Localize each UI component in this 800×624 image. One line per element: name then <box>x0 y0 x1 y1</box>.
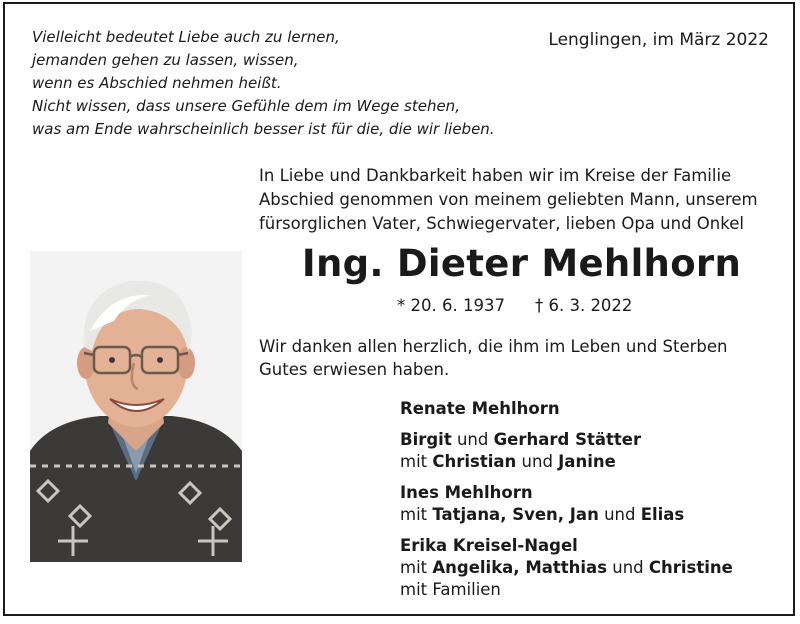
intro-line: In Liebe und Dankbarkeit haben wir im Kreise der Familie <box>259 166 732 185</box>
family-line <box>400 451 780 473</box>
life-dates <box>397 296 632 315</box>
birth-date: * 20. 6. 1937 <box>397 296 505 315</box>
thanks-line: Wir danken allen herzlich, die ihm im Leben und Sterben <box>259 337 728 356</box>
poem <box>32 26 532 141</box>
portrait-illustration <box>30 251 242 562</box>
family-line <box>400 504 780 526</box>
family-group <box>400 429 780 473</box>
family-member: Christine <box>648 558 733 577</box>
family-member: Ines Mehlhorn <box>400 483 533 502</box>
connector-text: und <box>607 558 649 577</box>
connector-text: und <box>451 430 494 449</box>
family-member: Elias <box>640 505 685 524</box>
connector-text: und <box>516 452 559 471</box>
poem-line: wenn es Abschied nehmen heißt. <box>32 74 282 92</box>
family-line: mit Familien <box>400 580 501 599</box>
connector-text: mit <box>400 452 433 471</box>
poem-line: Nicht wissen, dass unsere Gefühle dem im Wege stehen, <box>32 97 460 115</box>
thanks-text <box>259 335 784 381</box>
family-member: Tatjana, Sven, Jan <box>432 505 599 524</box>
connector-text: mit <box>400 505 433 524</box>
place-date: Lenglingen, im März 2022 <box>548 30 769 50</box>
family-member: Gerhard Stätter <box>493 430 642 449</box>
family-group <box>400 398 780 420</box>
intro-line: fürsorglichen Vater, Schwiegervater, lieben Opa und Onkel <box>259 214 744 233</box>
family-member: Angelika, Matthias <box>432 558 608 577</box>
family-list <box>400 398 780 610</box>
poem-line: Vielleicht bedeutet Liebe auch zu lernen, <box>32 28 340 46</box>
family-line <box>400 557 780 579</box>
family-line <box>400 429 780 451</box>
family-member: Birgit <box>400 430 452 449</box>
family-member: Erika Kreisel-Nagel <box>400 536 578 555</box>
thanks-line: Gutes erwiesen haben. <box>259 360 450 379</box>
obituary-notice <box>3 2 795 616</box>
family-member: Renate Mehlhorn <box>400 399 560 418</box>
death-date: † 6. 3. 2022 <box>534 296 633 315</box>
portrait-photo <box>30 251 242 562</box>
connector-text: und <box>598 505 641 524</box>
family-member: Christian <box>432 452 517 471</box>
intro-text <box>259 164 784 236</box>
family-member: Janine <box>558 452 616 471</box>
poem-line: jemanden gehen zu lassen, wissen, <box>32 51 299 69</box>
intro-line: Abschied genommen von meinem geliebten Mann, unserem <box>259 190 758 209</box>
deceased-name: Ing. Dieter Mehlhorn <box>301 242 742 285</box>
family-group <box>400 482 780 526</box>
family-group <box>400 535 780 601</box>
poem-line: was am Ende wahrscheinlich besser ist für die, die wir lieben. <box>32 120 495 138</box>
connector-text: mit <box>400 558 433 577</box>
